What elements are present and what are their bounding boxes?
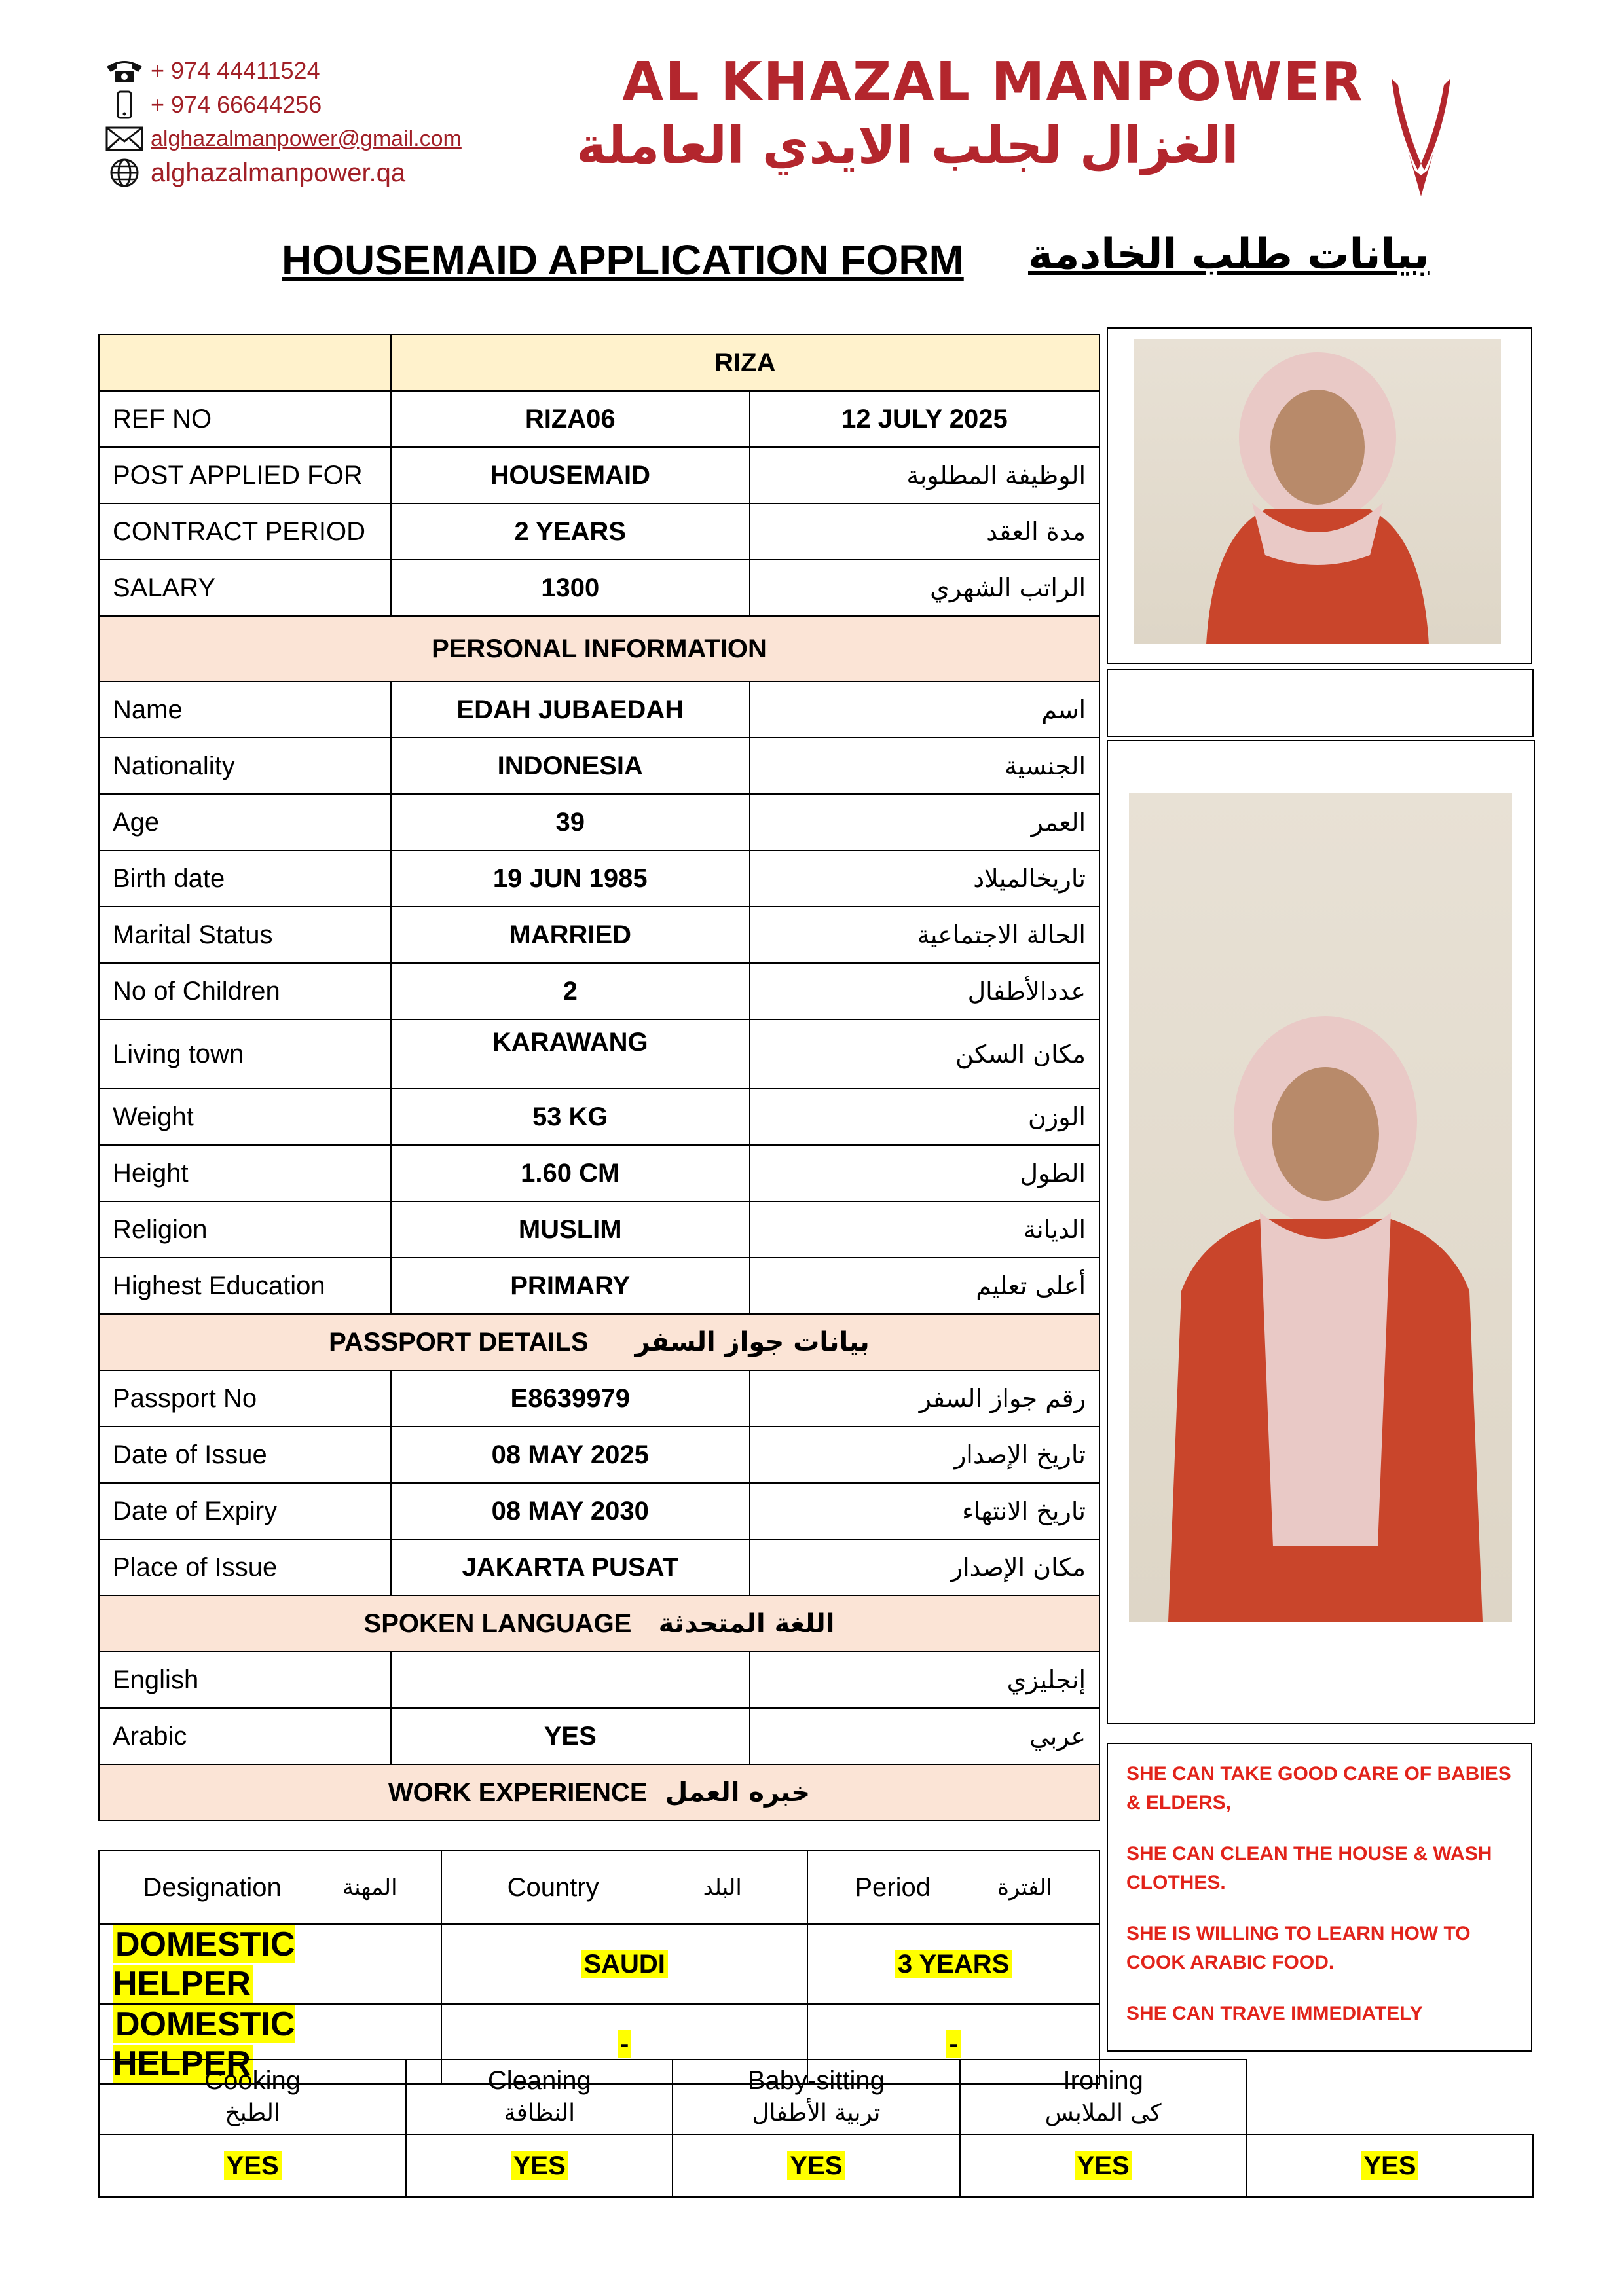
issue-date-label-arabic: تاريخ الإصدار <box>750 1427 1099 1483</box>
age-value: 39 <box>391 794 750 850</box>
language-heading-ar: اللغة المتحدثة <box>658 1609 835 1639</box>
application-table <box>98 334 1100 1821</box>
arabic-value: YES <box>391 1708 750 1764</box>
designation-header-ar: المهنة <box>342 1874 397 1901</box>
children-row <box>99 963 1099 1019</box>
cooking-cell <box>99 2134 406 2197</box>
name-label-arabic: اسم <box>750 682 1099 738</box>
period-header-ar: الفترة <box>997 1874 1052 1901</box>
post-value: HOUSEMAID <box>391 447 750 503</box>
ref-date: 12 JULY 2025 <box>750 391 1099 447</box>
babysitting-value: YES <box>787 2151 845 2180</box>
name-row <box>99 682 1099 738</box>
salary-value: 1300 <box>391 560 750 616</box>
arabic-label: Arabic <box>99 1708 391 1764</box>
company-name-english: AL KHAZAL MANPOWER <box>622 51 1364 113</box>
education-label-arabic: أعلى تعليم <box>750 1258 1099 1314</box>
phone-number-1[interactable]: + 974 44411524 <box>151 57 320 84</box>
name-label: Name <box>99 682 391 738</box>
nationality-value: INDONESIA <box>391 738 750 794</box>
salary-label-arabic: الراتب الشهري <box>750 560 1099 616</box>
experience-heading <box>99 1764 1099 1821</box>
country-header-en: Country <box>507 1872 599 1902</box>
children-label: No of Children <box>99 963 391 1019</box>
expiry-date-row <box>99 1483 1099 1539</box>
language-heading <box>99 1595 1099 1652</box>
children-label-arabic: عددالأطفال <box>750 963 1099 1019</box>
cleaning-header <box>406 2060 673 2134</box>
post-label: POST APPLIED FOR <box>99 447 391 503</box>
skills-notes-box <box>1107 1743 1532 2052</box>
issue-date-label: Date of Issue <box>99 1427 391 1483</box>
age-label: Age <box>99 794 391 850</box>
contact-info <box>98 54 557 190</box>
contract-row <box>99 503 1099 560</box>
language-header <box>99 1595 1099 1652</box>
code-row <box>99 335 1099 391</box>
issue-place-row <box>99 1539 1099 1595</box>
passport-no-label: Passport No <box>99 1370 391 1427</box>
experience-heading-en: WORK EXPERIENCE <box>388 1778 648 1807</box>
passport-heading-ar: بيانات جواز السفر <box>635 1327 870 1357</box>
expiry-date-label-arabic: تاريخ الانتهاء <box>750 1483 1099 1539</box>
babysitting-header <box>673 2060 959 2134</box>
cooking-header <box>99 2060 406 2134</box>
work-experience-table <box>98 1850 1100 2085</box>
personal-info-header <box>99 616 1099 682</box>
website-link[interactable]: alghazalmanpower.qa <box>151 158 406 187</box>
blank-header <box>1247 2060 1533 2134</box>
cleaning-value: YES <box>511 2151 568 2180</box>
english-row <box>99 1652 1099 1708</box>
living-town-label-arabic: مكان السكن <box>750 1019 1099 1089</box>
country-header <box>441 1851 807 1924</box>
birthdate-row <box>99 850 1099 907</box>
country-cell <box>441 1924 807 2004</box>
passport-heading <box>99 1314 1099 1370</box>
education-value: PRIMARY <box>391 1258 750 1314</box>
living-town-value: KARAWANG <box>391 1019 750 1089</box>
email-row <box>98 122 557 156</box>
period-value: - <box>946 2030 960 2058</box>
post-label-arabic: الوظيفة المطلوبة <box>750 447 1099 503</box>
personal-info-heading: PERSONAL INFORMATION <box>99 616 1099 682</box>
passport-no-row <box>99 1370 1099 1427</box>
skills-values-row <box>99 2134 1533 2197</box>
religion-value: MUSLIM <box>391 1201 750 1258</box>
designation-header <box>99 1851 441 1924</box>
birthdate-label: Birth date <box>99 850 391 907</box>
extra-cell <box>1247 2134 1533 2197</box>
english-label: English <box>99 1652 391 1708</box>
skill-note: SHE CAN TRAVE IMMEDIATELY <box>1126 2003 1423 2024</box>
arabic-label-arabic: عربي <box>750 1708 1099 1764</box>
cooking-label: Cooking <box>204 2066 301 2095</box>
experience-heading-ar: خبره العمل <box>665 1777 811 1808</box>
birthdate-label-arabic: تاريخالميلاد <box>750 850 1099 907</box>
passport-no-value: E8639979 <box>391 1370 750 1427</box>
weight-row <box>99 1089 1099 1145</box>
passport-header <box>99 1314 1099 1370</box>
ironing-label-arabic: کی الملابس <box>1044 2100 1162 2126</box>
expiry-date-value: 08 MAY 2030 <box>391 1483 750 1539</box>
company-name-arabic: الغزال لجلب الايدي العاملة <box>576 117 1239 175</box>
english-label-arabic: إنجليزي <box>750 1652 1099 1708</box>
ref-row <box>99 391 1099 447</box>
cleaning-label: Cleaning <box>487 2066 591 2095</box>
period-value: 3 YEARS <box>895 1950 1012 1978</box>
period-cell <box>807 1924 1099 2004</box>
height-value: 1.60 CM <box>391 1145 750 1201</box>
weight-value: 53 KG <box>391 1089 750 1145</box>
experience-row-1 <box>99 1924 1099 2004</box>
expiry-date-label: Date of Expiry <box>99 1483 391 1539</box>
ref-label: REF NO <box>99 391 391 447</box>
weight-label-arabic: الوزن <box>750 1089 1099 1145</box>
language-heading-en: SPOKEN LANGUAGE <box>363 1609 632 1638</box>
contract-value: 2 YEARS <box>391 503 750 560</box>
candidate-code: RIZA <box>391 335 1099 391</box>
issue-place-label: Place of Issue <box>99 1539 391 1595</box>
name-value: EDAH JUBAEDAH <box>391 682 750 738</box>
contract-label: CONTRACT PERIOD <box>99 503 391 560</box>
arabic-row <box>99 1708 1099 1764</box>
experience-column-headers <box>99 1851 1099 1924</box>
living-town-label: Living town <box>99 1019 391 1089</box>
designation-header-en: Designation <box>143 1872 282 1902</box>
post-row <box>99 447 1099 503</box>
ironing-value: YES <box>1075 2151 1132 2180</box>
english-value <box>391 1652 750 1708</box>
period-header <box>807 1851 1099 1924</box>
designation-value: DOMESTIC HELPER <box>113 2005 295 2083</box>
age-label-arabic: العمر <box>750 794 1099 850</box>
religion-label: Religion <box>99 1201 391 1258</box>
skill-note: SHE IS WILLING TO LEARN HOW TO COOK ARABIC FOOD. <box>1126 1923 1471 1973</box>
cooking-label-arabic: الطبخ <box>225 2100 280 2126</box>
height-label-arabic: الطول <box>750 1145 1099 1201</box>
height-label: Height <box>99 1145 391 1201</box>
skill-note: SHE CAN TAKE GOOD CARE OF BABIES & ELDERS, <box>1126 1763 1511 1813</box>
passport-heading-en: PASSPORT DETAILS <box>329 1328 589 1357</box>
salary-label: SALARY <box>99 560 391 616</box>
ref-value: RIZA06 <box>391 391 750 447</box>
blank-box <box>1107 669 1534 737</box>
portrait-photo-frame <box>1107 327 1532 664</box>
cleaning-label-arabic: النظافة <box>504 2100 576 2126</box>
age-row <box>99 794 1099 850</box>
ironing-label: Ironing <box>1063 2066 1143 2095</box>
children-value: 2 <box>391 963 750 1019</box>
babysitting-cell <box>673 2134 959 2197</box>
form-title-arabic: بيانات طلب الخادمة <box>1028 230 1430 279</box>
education-row <box>99 1258 1099 1314</box>
period-header-en: Period <box>855 1872 931 1902</box>
nationality-label: Nationality <box>99 738 391 794</box>
phone-row-2 <box>98 88 557 122</box>
country-header-ar: البلد <box>703 1874 742 1901</box>
code-row-blank <box>99 335 391 391</box>
contract-label-arabic: مدة العقد <box>750 503 1099 560</box>
issue-date-value: 08 MAY 2025 <box>391 1427 750 1483</box>
country-value: SAUDI <box>581 1950 667 1978</box>
full-body-photo <box>1129 793 1512 1622</box>
telephone-icon <box>98 55 151 86</box>
phone-number-2[interactable]: + 974 66644256 <box>151 91 322 118</box>
issue-place-label-arabic: مكان الإصدار <box>750 1539 1099 1595</box>
living-town-row <box>99 1019 1099 1089</box>
nationality-label-arabic: الجنسية <box>750 738 1099 794</box>
ironing-cell <box>960 2134 1247 2197</box>
experience-header <box>99 1764 1099 1821</box>
full-body-photo-frame <box>1107 740 1535 1724</box>
passport-no-label-arabic: رقم جواز السفر <box>750 1370 1099 1427</box>
marital-row <box>99 907 1099 963</box>
extra-value: YES <box>1361 2151 1418 2180</box>
issue-place-value: JAKARTA PUSAT <box>391 1539 750 1595</box>
designation-value: DOMESTIC HELPER <box>113 1925 295 2003</box>
globe-icon <box>98 157 151 189</box>
designation-cell <box>99 1924 441 2004</box>
envelope-icon <box>98 123 151 155</box>
birthdate-value: 19 JUN 1985 <box>391 850 750 907</box>
phone-row-1 <box>98 54 557 88</box>
website-row <box>98 156 557 190</box>
salary-row <box>99 560 1099 616</box>
nationality-row <box>99 738 1099 794</box>
ironing-header <box>960 2060 1247 2134</box>
marital-label: Marital Status <box>99 907 391 963</box>
skills-table <box>98 2059 1534 2198</box>
cooking-value: YES <box>224 2151 282 2180</box>
babysitting-label-arabic: تربية الأطفال <box>752 2100 881 2126</box>
issue-date-row <box>99 1427 1099 1483</box>
form-title: HOUSEMAID APPLICATION FORM <box>282 236 964 283</box>
gazelle-logo-icon <box>1378 72 1464 203</box>
education-label: Highest Education <box>99 1258 391 1314</box>
weight-label: Weight <box>99 1089 391 1145</box>
marital-label-arabic: الحالة الاجتماعية <box>750 907 1099 963</box>
portrait-photo <box>1134 339 1501 644</box>
email-link[interactable]: alghazalmanpower@gmail.com <box>151 126 462 151</box>
babysitting-label: Baby-sitting <box>747 2066 885 2095</box>
mobile-phone-icon <box>98 89 151 120</box>
height-row <box>99 1145 1099 1201</box>
religion-label-arabic: الديانة <box>750 1201 1099 1258</box>
cleaning-cell <box>406 2134 673 2197</box>
religion-row <box>99 1201 1099 1258</box>
country-value: - <box>618 2030 631 2058</box>
skill-note: SHE CAN CLEAN THE HOUSE & WASH CLOTHES. <box>1126 1843 1492 1893</box>
skills-header-row <box>99 2060 1533 2134</box>
marital-value: MARRIED <box>391 907 750 963</box>
